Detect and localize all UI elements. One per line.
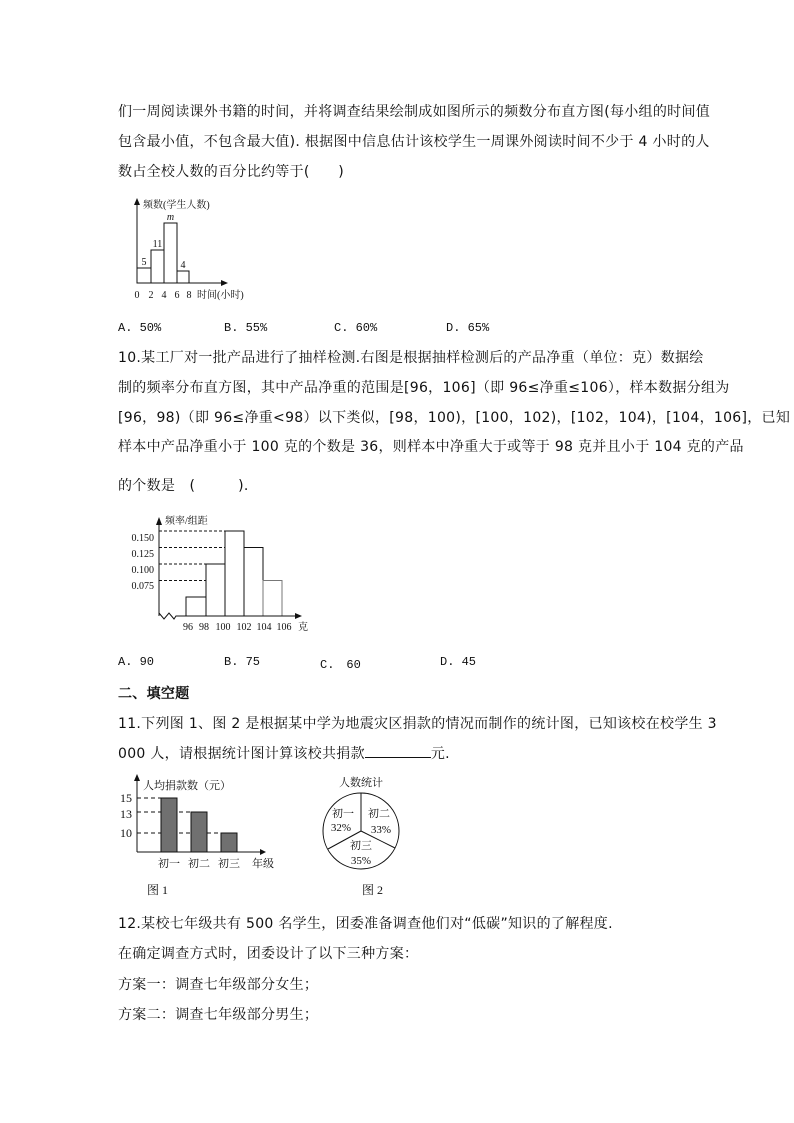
figure-caption: 图 2 (362, 883, 384, 897)
x-axis-label: 年级 (252, 858, 274, 870)
histogram-bar (137, 268, 151, 283)
x-tick-label: 106 (276, 622, 292, 633)
figure-caption: 图 1 (147, 883, 169, 897)
bar-data-label: m (166, 212, 175, 223)
pie-slice-value: 32% (330, 822, 352, 834)
x-tick-label: 100 (215, 622, 231, 633)
q9-option-c: C. 60% (334, 321, 378, 335)
pie-slice-label: 初一 (332, 808, 354, 820)
answer-blank[interactable] (365, 745, 431, 758)
q12-line: 在确定调查方式时，团委设计了以下三种方案： (118, 946, 419, 962)
y-tick-label: 15 (120, 791, 132, 805)
x-tick-label: 104 (256, 622, 272, 633)
x-axis-arrow-icon (295, 613, 302, 619)
pie-slice-label: 初三 (350, 840, 372, 852)
q10-line: 10.某工厂对一批产品进行了抽样检测.右图是根据抽样检测后的产品净重（单位：克）数据绘 (118, 350, 704, 366)
y-tick-label: 0.150 (131, 533, 154, 544)
x-axis-label: 克 (298, 622, 308, 633)
y-axis-arrow-icon (134, 774, 140, 781)
x-tick-label: 初一 (158, 858, 180, 870)
q9-line: 数占全校人数的百分比约等于( ) (118, 164, 345, 180)
q9-line: 们一周阅读课外书籍的时间，并将调查结果绘制成如图所示的频数分布直方图(每小组的时间值 (118, 104, 711, 120)
histogram-bar (263, 581, 282, 617)
q11-line: 11.下列图 1、图 2 是根据某中学为地震灾区捐款的情况而制作的统计图，已知该校在校学生 3 (118, 716, 717, 732)
q11-figure (120, 770, 420, 900)
q10-line: [96，98)（即 96≤净重<98）以下类似，[98，100)，[100，102)，[102，104)，[104，106]，已知 (118, 410, 791, 426)
q10-option-b: B. 75 (224, 655, 261, 669)
bar (161, 798, 177, 852)
pie-slice-label: 初二 (368, 808, 390, 820)
x-axis-arrow-icon (260, 849, 266, 855)
q9-option-d: D. 65% (446, 321, 490, 335)
q10-line: 样本中产品净重小于 100 克的个数是 36，则样本中净重大于或等于 98 克并且小于 104 克的产品 (118, 439, 744, 455)
q10-option-a: A. 90 (118, 655, 155, 669)
q10-option-c: C. 60 (320, 658, 361, 672)
bar-data-label: 4 (180, 260, 186, 271)
y-axis-arrow-icon (134, 198, 140, 205)
bar-data-label: 11 (152, 239, 163, 250)
q11-text: 000 人，请根据统计图计算该校共捐款 (118, 746, 365, 762)
chart-title: 频数(学生人数) (143, 200, 210, 211)
chart-title: 频率/组距 (165, 516, 208, 527)
x-axis-arrow-icon (221, 280, 228, 286)
bar (221, 833, 237, 852)
y-tick-label: 0.075 (131, 581, 154, 592)
x-tick-label: 初二 (188, 858, 210, 870)
q9-histogram (120, 195, 260, 305)
x-tick-label: 2 (148, 290, 154, 301)
x-tick-label: 8 (186, 290, 192, 301)
x-tick-label: 102 (236, 622, 252, 633)
x-tick-label: 98 (199, 622, 209, 633)
pie-title: 人数统计 (339, 777, 383, 789)
histogram-bar (177, 271, 189, 283)
histogram-bar (164, 223, 177, 283)
section-heading: 二、填空题 (118, 686, 190, 702)
chart-title: 人均捐款数（元） (143, 780, 231, 792)
y-tick-label: 0.100 (131, 565, 154, 576)
histogram-bar (206, 564, 225, 616)
y-tick-label: 10 (120, 826, 132, 840)
q10-frequency-histogram (120, 505, 310, 635)
x-tick-label: 4 (161, 290, 167, 301)
pie-slice-value: 35% (350, 855, 372, 867)
q9-line: 包含最小值，不包含最大值). 根据图中信息估计该校学生一周课外阅读时间不少于 4 小时的人 (118, 134, 710, 150)
histogram-bar (151, 250, 164, 283)
q11-line (118, 745, 450, 763)
q12-line: 12.某校七年级共有 500 名学生，团委准备调查他们对“低碳”知识的了解程度. (118, 916, 613, 932)
q9-option-b: B. 55% (224, 321, 268, 335)
y-tick-label: 13 (120, 807, 132, 821)
y-axis-arrow-icon (156, 517, 162, 525)
y-tick-label: 0.125 (131, 549, 154, 560)
q10-line: 的个数是 ( ). (118, 478, 249, 494)
q11-text: 元. (430, 746, 450, 762)
histogram-bar (186, 597, 206, 616)
x-axis-label: 时间(小时) (197, 290, 244, 301)
pie-slice-value: 33% (370, 824, 392, 836)
q10-option-d: D. 45 (440, 655, 477, 669)
q10-line: 制的频率分布直方图，其中产品净重的范围是[96，106]（即 96≤净重≤106），样本数据分组为 (118, 380, 730, 396)
bar (191, 812, 207, 852)
x-tick-label: 初三 (218, 858, 240, 870)
x-tick-label: 0 (134, 290, 140, 301)
x-tick-label: 6 (174, 290, 180, 301)
q12-line: 方案二：调查七年级部分男生； (118, 1007, 319, 1023)
q9-option-a: A. 50% (118, 321, 162, 335)
x-tick-label: 96 (183, 622, 193, 633)
q12-line: 方案一：调查七年级部分女生； (118, 977, 319, 993)
histogram-bar (244, 548, 263, 617)
bar-data-label: 5 (141, 257, 147, 268)
histogram-bar (225, 531, 244, 616)
